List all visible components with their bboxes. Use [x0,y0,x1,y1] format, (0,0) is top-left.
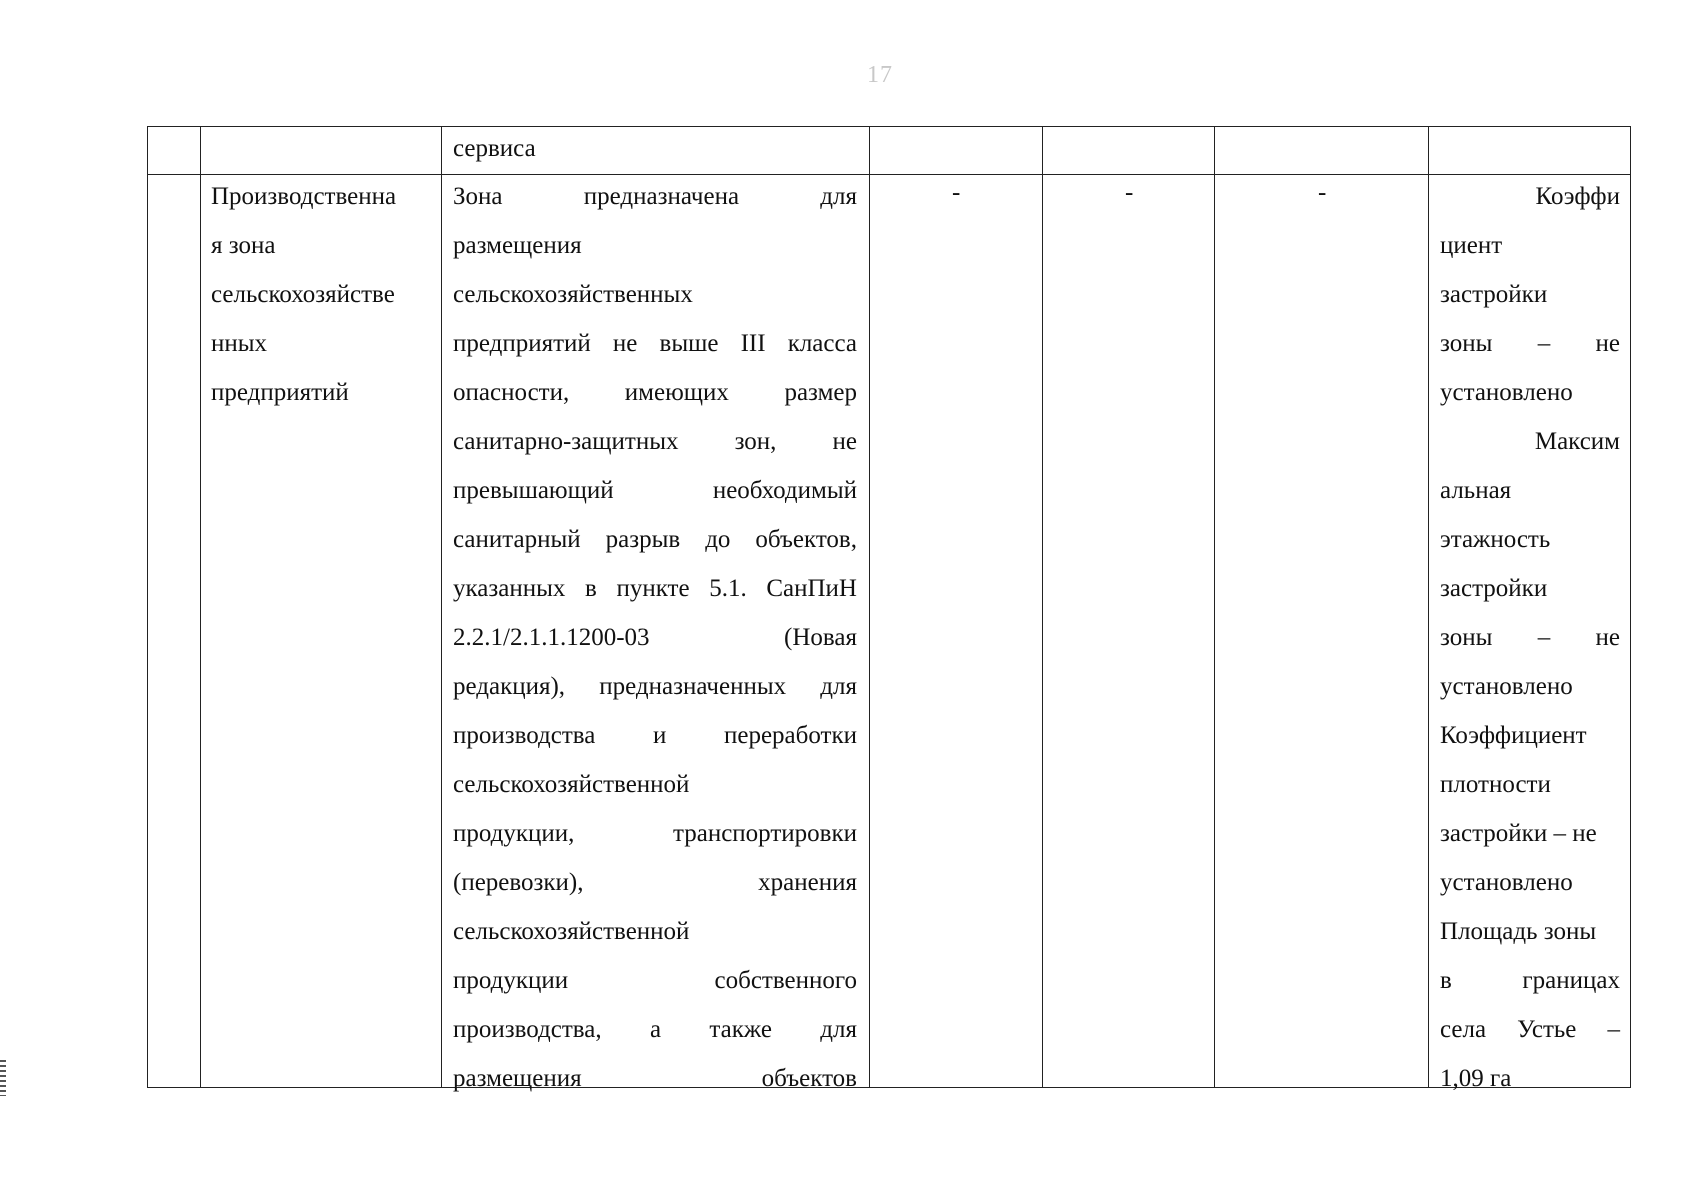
parameters-line: этажность [1440,526,1551,553]
parameters-cell [1440,172,1620,1103]
zone-name-line: сельскохозяйстве [211,281,395,308]
parameters-line: альная [1440,477,1512,504]
description-line: предприятий не выше III класса [453,330,857,357]
description-line: продукции, транспортировки [453,820,857,847]
zone-name-line: нных [211,330,268,357]
description-line: редакция), предназначенных для [453,673,857,700]
parameters-line: 1,09 га [1440,1065,1512,1092]
col5-value: - [1125,179,1134,206]
parameters-line: застройки [1440,575,1548,602]
parameters-line: застройки – не [1440,820,1597,847]
description-line: размещения [453,232,582,259]
scan-margin-marks [0,1060,6,1096]
continuation-text: сервиса [453,135,536,162]
parameters-line: Максим [1534,428,1620,455]
zone-description-cell [453,172,857,1103]
description-line: санитарный разрыв до объектов, [453,526,857,553]
column-divider [1042,127,1043,1087]
col4-value: - [952,179,961,206]
description-line: указанных в пункте 5.1. СанПиН [453,575,857,602]
parameters-line: Коэффициент [1440,722,1587,749]
description-line: (перевозки), хранения [453,869,857,896]
description-line: 2.2.1/2.1.1.1200-03 (Новая [453,624,857,651]
description-line: санитарно-защитных зон, не [453,428,857,455]
parameters-line: зоны – не [1440,624,1620,651]
parameters-line: плотности [1440,771,1551,798]
description-line: сельскохозяйственной [453,918,690,945]
description-line: продукции собственного [453,967,857,994]
description-line: размещения объектов [453,1065,857,1092]
zone-name-line: я зона [211,232,276,259]
column-divider [200,127,201,1087]
description-line: опасности, имеющих размер [453,379,857,406]
zone-name-line: Производственна [211,183,397,210]
zones-table [147,126,1631,1092]
zone-name-cell [211,172,431,417]
parameters-line: зоны – не [1440,330,1620,357]
description-line: производства, а также для [453,1016,857,1043]
column-divider [1428,127,1429,1087]
column-divider [869,127,870,1087]
zone-name-line: предприятий [211,379,349,406]
parameters-line: в границах [1440,967,1620,994]
description-line: Зона предназначена для [453,183,857,210]
description-line: сельскохозяйственной [453,771,690,798]
page-number: 17 [867,62,893,88]
description-line: превышающий необходимый [453,477,857,504]
parameters-line: установлено [1440,379,1573,406]
parameters-line: Площадь зоны [1440,918,1597,945]
parameters-line: Коэффи [1535,183,1620,210]
col6-value: - [1318,179,1327,206]
description-line: сельскохозяйственных [453,281,693,308]
continuation-cell [453,124,536,173]
column-divider [441,127,442,1087]
parameters-line: застройки [1440,281,1548,308]
parameters-line: села Устье – [1440,1016,1620,1043]
column-divider [1214,127,1215,1087]
parameters-line: циент [1440,232,1503,259]
description-line: производства и переработки [453,722,857,749]
parameters-line: установлено [1440,673,1573,700]
parameters-line: установлено [1440,869,1573,896]
